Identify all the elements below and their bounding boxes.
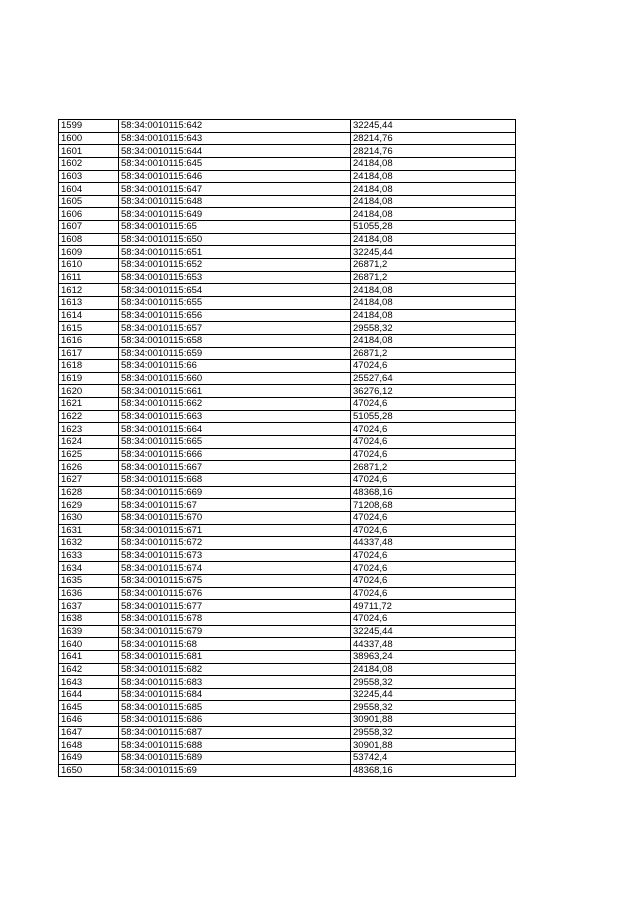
- row-number-cell: 1647: [59, 726, 119, 739]
- table-row: [59, 524, 516, 537]
- cadastral-number-cell: 58:34:0010115:66: [119, 360, 351, 373]
- cadastral-number-cell: 58:34:0010115:667: [119, 461, 351, 474]
- table-row: [59, 752, 516, 765]
- table-row: [59, 208, 516, 221]
- row-number-cell: 1606: [59, 208, 119, 221]
- row-number-cell: 1630: [59, 511, 119, 524]
- row-number-cell: 1635: [59, 575, 119, 588]
- cadastral-number-cell: 58:34:0010115:655: [119, 296, 351, 309]
- row-number-cell: 1649: [59, 752, 119, 765]
- cadastral-number-cell: 58:34:0010115:687: [119, 726, 351, 739]
- table-row: [59, 246, 516, 259]
- row-number-cell: 1645: [59, 701, 119, 714]
- value-cell: 26871,2: [351, 461, 516, 474]
- row-number-cell: 1616: [59, 334, 119, 347]
- cadastral-number-cell: 58:34:0010115:654: [119, 284, 351, 297]
- row-number-cell: 1602: [59, 157, 119, 170]
- table-row: [59, 170, 516, 183]
- cadastral-number-cell: 58:34:0010115:662: [119, 398, 351, 411]
- row-number-cell: 1648: [59, 739, 119, 752]
- table-row: [59, 372, 516, 385]
- row-number-cell: 1600: [59, 132, 119, 145]
- table-row: [59, 537, 516, 550]
- table-row: [59, 120, 516, 133]
- table-row: [59, 259, 516, 272]
- row-number-cell: 1624: [59, 436, 119, 449]
- row-number-cell: 1619: [59, 372, 119, 385]
- cadastral-number-cell: 58:34:0010115:68: [119, 638, 351, 651]
- table-row: [59, 461, 516, 474]
- table-row: [59, 145, 516, 158]
- value-cell: 26871,2: [351, 347, 516, 360]
- value-cell: 24184,08: [351, 663, 516, 676]
- value-cell: 36276,12: [351, 385, 516, 398]
- row-number-cell: 1614: [59, 309, 119, 322]
- value-cell: 24184,08: [351, 183, 516, 196]
- table-row: [59, 663, 516, 676]
- row-number-cell: 1608: [59, 233, 119, 246]
- value-cell: 24184,08: [351, 309, 516, 322]
- value-cell: 47024,6: [351, 612, 516, 625]
- value-cell: 29558,32: [351, 726, 516, 739]
- cadastral-number-cell: 58:34:0010115:644: [119, 145, 351, 158]
- row-number-cell: 1626: [59, 461, 119, 474]
- row-number-cell: 1639: [59, 625, 119, 638]
- table-row: [59, 575, 516, 588]
- value-cell: 48368,16: [351, 764, 516, 777]
- row-number-cell: 1627: [59, 473, 119, 486]
- table-body: [59, 120, 516, 777]
- value-cell: 51055,28: [351, 410, 516, 423]
- table-row: [59, 347, 516, 360]
- table-row: [59, 233, 516, 246]
- cadastral-number-cell: 58:34:0010115:677: [119, 600, 351, 613]
- cadastral-number-cell: 58:34:0010115:682: [119, 663, 351, 676]
- row-number-cell: 1636: [59, 587, 119, 600]
- value-cell: 28214,76: [351, 145, 516, 158]
- cadastral-number-cell: 58:34:0010115:653: [119, 271, 351, 284]
- value-cell: 53742,4: [351, 752, 516, 765]
- row-number-cell: 1609: [59, 246, 119, 259]
- table-row: [59, 726, 516, 739]
- value-cell: 30901,88: [351, 739, 516, 752]
- table-row: [59, 650, 516, 663]
- row-number-cell: 1617: [59, 347, 119, 360]
- cadastral-number-cell: 58:34:0010115:689: [119, 752, 351, 765]
- cadastral-number-cell: 58:34:0010115:658: [119, 334, 351, 347]
- cadastral-number-cell: 58:34:0010115:671: [119, 524, 351, 537]
- table-row: [59, 322, 516, 335]
- value-cell: 47024,6: [351, 423, 516, 436]
- row-number-cell: 1607: [59, 221, 119, 234]
- row-number-cell: 1610: [59, 259, 119, 272]
- cadastral-number-cell: 58:34:0010115:652: [119, 259, 351, 272]
- table-row: [59, 549, 516, 562]
- row-number-cell: 1613: [59, 296, 119, 309]
- value-cell: 24184,08: [351, 195, 516, 208]
- table-row: [59, 334, 516, 347]
- table-row: [59, 764, 516, 777]
- cadastral-number-cell: 58:34:0010115:664: [119, 423, 351, 436]
- value-cell: 32245,44: [351, 246, 516, 259]
- cadastral-number-cell: 58:34:0010115:660: [119, 372, 351, 385]
- value-cell: 29558,32: [351, 701, 516, 714]
- cadastral-number-cell: 58:34:0010115:657: [119, 322, 351, 335]
- value-cell: 32245,44: [351, 688, 516, 701]
- row-number-cell: 1644: [59, 688, 119, 701]
- row-number-cell: 1637: [59, 600, 119, 613]
- row-number-cell: 1621: [59, 398, 119, 411]
- cadastral-number-cell: 58:34:0010115:643: [119, 132, 351, 145]
- table-row: [59, 473, 516, 486]
- value-cell: 26871,2: [351, 271, 516, 284]
- cadastral-number-cell: 58:34:0010115:676: [119, 587, 351, 600]
- row-number-cell: 1642: [59, 663, 119, 676]
- table-row: [59, 499, 516, 512]
- value-cell: 29558,32: [351, 676, 516, 689]
- table-row: [59, 132, 516, 145]
- value-cell: 47024,6: [351, 398, 516, 411]
- cadastral-number-cell: 58:34:0010115:669: [119, 486, 351, 499]
- value-cell: 49711,72: [351, 600, 516, 613]
- value-cell: 24184,08: [351, 157, 516, 170]
- table-row: [59, 612, 516, 625]
- row-number-cell: 1623: [59, 423, 119, 436]
- row-number-cell: 1599: [59, 120, 119, 133]
- cadastral-number-cell: 58:34:0010115:650: [119, 233, 351, 246]
- cadastral-number-cell: 58:34:0010115:642: [119, 120, 351, 133]
- table-row: [59, 701, 516, 714]
- value-cell: 24184,08: [351, 208, 516, 221]
- value-cell: 47024,6: [351, 524, 516, 537]
- table-row: [59, 511, 516, 524]
- value-cell: 47024,6: [351, 549, 516, 562]
- value-cell: 47024,6: [351, 511, 516, 524]
- value-cell: 48368,16: [351, 486, 516, 499]
- table-row: [59, 221, 516, 234]
- cadastral-number-cell: 58:34:0010115:645: [119, 157, 351, 170]
- cadastral-number-cell: 58:34:0010115:684: [119, 688, 351, 701]
- row-number-cell: 1634: [59, 562, 119, 575]
- cadastral-number-cell: 58:34:0010115:688: [119, 739, 351, 752]
- value-cell: 26871,2: [351, 259, 516, 272]
- value-cell: 24184,08: [351, 284, 516, 297]
- table-row: [59, 638, 516, 651]
- table-row: [59, 423, 516, 436]
- value-cell: 29558,32: [351, 322, 516, 335]
- cadastral-number-cell: 58:34:0010115:675: [119, 575, 351, 588]
- row-number-cell: 1625: [59, 448, 119, 461]
- row-number-cell: 1601: [59, 145, 119, 158]
- row-number-cell: 1633: [59, 549, 119, 562]
- value-cell: 51055,28: [351, 221, 516, 234]
- cadastral-number-cell: 58:34:0010115:656: [119, 309, 351, 322]
- value-cell: 24184,08: [351, 233, 516, 246]
- value-cell: 24184,08: [351, 170, 516, 183]
- row-number-cell: 1605: [59, 195, 119, 208]
- value-cell: 47024,6: [351, 562, 516, 575]
- row-number-cell: 1640: [59, 638, 119, 651]
- table-row: [59, 195, 516, 208]
- table-row: [59, 296, 516, 309]
- cadastral-number-cell: 58:34:0010115:678: [119, 612, 351, 625]
- table-row: [59, 562, 516, 575]
- row-number-cell: 1615: [59, 322, 119, 335]
- table-row: [59, 183, 516, 196]
- table-row: [59, 360, 516, 373]
- table-row: [59, 385, 516, 398]
- value-cell: 44337,48: [351, 537, 516, 550]
- cadastral-number-cell: 58:34:0010115:659: [119, 347, 351, 360]
- cadastral-number-cell: 58:34:0010115:679: [119, 625, 351, 638]
- row-number-cell: 1603: [59, 170, 119, 183]
- row-number-cell: 1604: [59, 183, 119, 196]
- row-number-cell: 1612: [59, 284, 119, 297]
- value-cell: 32245,44: [351, 625, 516, 638]
- table-row: [59, 410, 516, 423]
- table-row: [59, 448, 516, 461]
- table-row: [59, 486, 516, 499]
- cadastral-number-cell: 58:34:0010115:661: [119, 385, 351, 398]
- row-number-cell: 1631: [59, 524, 119, 537]
- cadastral-number-cell: 58:34:0010115:663: [119, 410, 351, 423]
- value-cell: 24184,08: [351, 296, 516, 309]
- row-number-cell: 1643: [59, 676, 119, 689]
- cadastral-number-cell: 58:34:0010115:649: [119, 208, 351, 221]
- row-number-cell: 1611: [59, 271, 119, 284]
- value-cell: 47024,6: [351, 360, 516, 373]
- value-cell: 38963,24: [351, 650, 516, 663]
- value-cell: 25527,64: [351, 372, 516, 385]
- table-row: [59, 714, 516, 727]
- row-number-cell: 1650: [59, 764, 119, 777]
- row-number-cell: 1641: [59, 650, 119, 663]
- cadastral-number-cell: 58:34:0010115:681: [119, 650, 351, 663]
- cadastral-number-cell: 58:34:0010115:65: [119, 221, 351, 234]
- row-number-cell: 1618: [59, 360, 119, 373]
- cadastral-number-cell: 58:34:0010115:683: [119, 676, 351, 689]
- value-cell: 47024,6: [351, 587, 516, 600]
- value-cell: 24184,08: [351, 334, 516, 347]
- cadastral-number-cell: 58:34:0010115:69: [119, 764, 351, 777]
- cadastral-number-cell: 58:34:0010115:673: [119, 549, 351, 562]
- cadastral-number-cell: 58:34:0010115:648: [119, 195, 351, 208]
- cadastral-number-cell: 58:34:0010115:670: [119, 511, 351, 524]
- cadastral-value-table: [58, 119, 516, 777]
- value-cell: 47024,6: [351, 436, 516, 449]
- cadastral-number-cell: 58:34:0010115:674: [119, 562, 351, 575]
- table-row: [59, 436, 516, 449]
- table-row: [59, 587, 516, 600]
- row-number-cell: 1629: [59, 499, 119, 512]
- value-cell: 30901,88: [351, 714, 516, 727]
- row-number-cell: 1622: [59, 410, 119, 423]
- cadastral-number-cell: 58:34:0010115:668: [119, 473, 351, 486]
- table-row: [59, 688, 516, 701]
- table-row: [59, 600, 516, 613]
- cadastral-number-cell: 58:34:0010115:685: [119, 701, 351, 714]
- table-row: [59, 398, 516, 411]
- value-cell: 28214,76: [351, 132, 516, 145]
- table-row: [59, 271, 516, 284]
- row-number-cell: 1620: [59, 385, 119, 398]
- cadastral-number-cell: 58:34:0010115:665: [119, 436, 351, 449]
- cadastral-number-cell: 58:34:0010115:647: [119, 183, 351, 196]
- row-number-cell: 1632: [59, 537, 119, 550]
- value-cell: 71208,68: [351, 499, 516, 512]
- cadastral-number-cell: 58:34:0010115:651: [119, 246, 351, 259]
- value-cell: 47024,6: [351, 473, 516, 486]
- row-number-cell: 1638: [59, 612, 119, 625]
- value-cell: 32245,44: [351, 120, 516, 133]
- value-cell: 47024,6: [351, 575, 516, 588]
- table-row: [59, 625, 516, 638]
- table-row: [59, 676, 516, 689]
- row-number-cell: 1628: [59, 486, 119, 499]
- cadastral-number-cell: 58:34:0010115:646: [119, 170, 351, 183]
- table-row: [59, 157, 516, 170]
- value-cell: 47024,6: [351, 448, 516, 461]
- row-number-cell: 1646: [59, 714, 119, 727]
- cadastral-number-cell: 58:34:0010115:686: [119, 714, 351, 727]
- cadastral-number-cell: 58:34:0010115:672: [119, 537, 351, 550]
- table-row: [59, 284, 516, 297]
- cadastral-number-cell: 58:34:0010115:666: [119, 448, 351, 461]
- cadastral-number-cell: 58:34:0010115:67: [119, 499, 351, 512]
- table-row: [59, 739, 516, 752]
- table-row: [59, 309, 516, 322]
- value-cell: 44337,48: [351, 638, 516, 651]
